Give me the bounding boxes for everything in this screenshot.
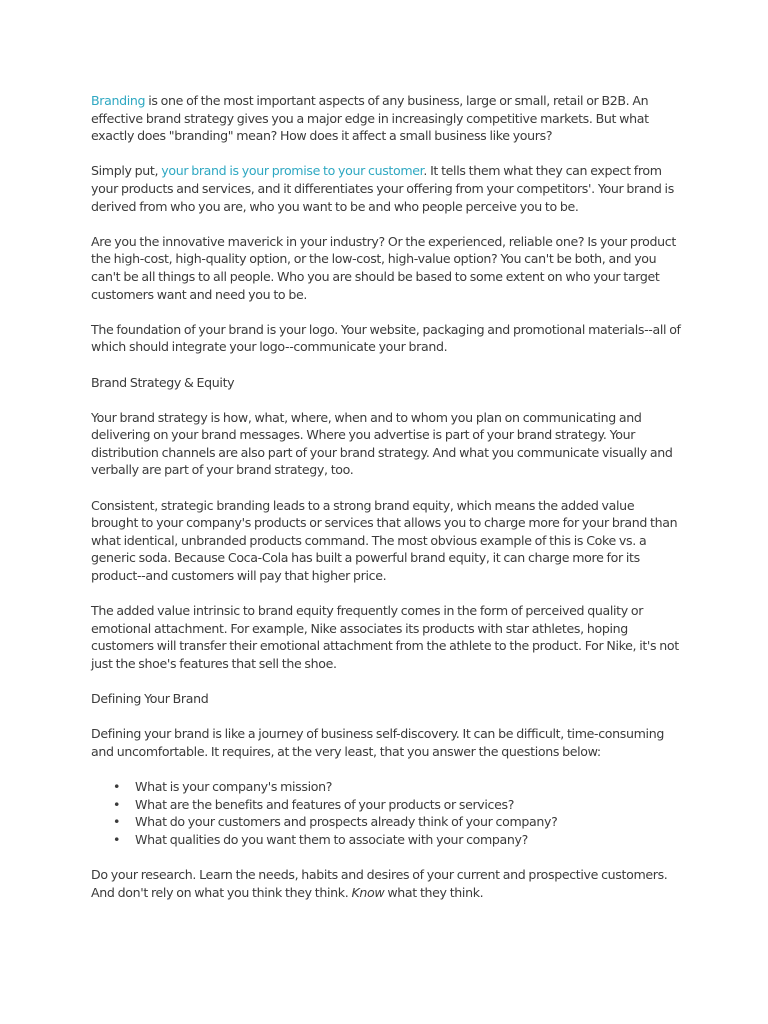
paragraph-strategy: Your brand strategy is how, what, where, when and to whom you plan on communicating and delivering on your brand messages. Where you advertise is part of your brand strategy. Your distribution channels are also part of your brand strategy. And what you communicate visually and verbally are part of your brand strategy, too. <box>91 409 673 478</box>
paragraph-added-value: The added value intrinsic to brand equity frequently comes in the form of perceived quality or emotional attachment. For example, Nike associates its products with star athletes, hoping customers will transfer their emotional attachment from the athlete to the product. For Nike, it's not just the shoe's features that sell the shoe. <box>91 603 679 671</box>
bullet-icon: • <box>113 814 121 830</box>
bullet-icon: • <box>113 796 121 812</box>
branding-link[interactable]: Branding <box>91 93 146 108</box>
paragraph-intro <box>91 92 681 145</box>
emphasis-know: Know <box>351 884 385 900</box>
list-item <box>91 813 681 831</box>
paragraph-research <box>91 866 681 901</box>
list-item-text: What are the benefits and features of your products or services? <box>135 796 515 812</box>
paragraph-research-after: what they think. <box>384 884 484 900</box>
list-item-text: What qualities do you want them to associate with your company? <box>135 831 528 847</box>
paragraph-promise <box>91 162 681 215</box>
list-item <box>91 778 681 796</box>
list-item-text: What do your customers and prospects already think of your company? <box>135 814 558 830</box>
list-item <box>91 831 681 849</box>
paragraph-identity: Are you the innovative maverick in your industry? Or the experienced, reliable one? Is your product the high-cost, high-quality option, or the low-cost, high-value option? You can't be both, and you can't be all things to all people. Who you are should be based to some extent on who your target customers want and need you to be. <box>91 233 676 302</box>
paragraph-equity: Consistent, strategic branding leads to a strong brand equity, which means the added value brought to your company's products or services that allows you to charge more for your brand than what identical, unbranded products command. The most obvious example of this is Coke vs. a generic soda. Because Coca-Cola has built a powerful brand equity, it can charge more for its product--and customers will pay that higher price. <box>91 497 678 584</box>
list-item <box>91 796 681 814</box>
paragraph-promise-after: . It tells them what they can expect from your products and services, and it differentiates your offering from your competitors'. Your brand is derived from who you are, who you want to be and who people perceive you to be. <box>91 163 674 214</box>
questions-list <box>91 778 681 848</box>
paragraph-promise-before: Simply put, <box>91 163 162 179</box>
paragraph-research-before: Do your research. Learn the needs, habits and desires of your current and prospective customers. And don't rely on what you think they think. <box>91 867 668 900</box>
bullet-icon: • <box>113 831 121 847</box>
document-body <box>91 92 681 919</box>
list-item-text: What is your company's mission? <box>135 779 333 795</box>
heading-defining-brand: Defining Your Brand <box>91 691 209 707</box>
heading-brand-strategy: Brand Strategy & Equity <box>91 374 235 390</box>
brand-promise-link[interactable]: your brand is your promise to your customer <box>161 163 424 179</box>
bullet-icon: • <box>113 779 121 795</box>
paragraph-defining: Defining your brand is like a journey of business self-discovery. It can be difficult, time-consuming and uncomfortable. It requires, at the very least, that you answer the questions below: <box>91 726 664 759</box>
paragraph-intro-text: is one of the most important aspects of any business, large or small, retail or B2B. An effective brand strategy gives you a major edge in increasingly competitive markets. But what exactly does "branding" mean? How does it affect a small business like yours? <box>91 93 649 144</box>
paragraph-logo: The foundation of your brand is your logo. Your website, packaging and promotional materials--all of which should integrate your logo--communicate your brand. <box>91 321 681 355</box>
